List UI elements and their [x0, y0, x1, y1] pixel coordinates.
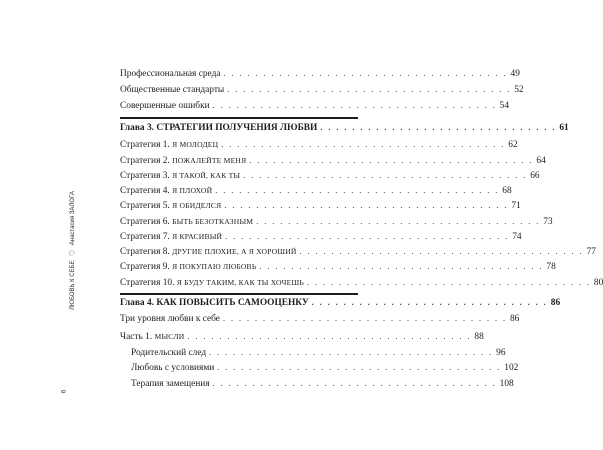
toc-entry-page: 52 — [514, 85, 524, 95]
toc-subentry[interactable] — [131, 347, 506, 359]
dot-leader: . . . . . . . . . . . . . . . . . . . . . . . . . . . . . . — [320, 123, 557, 132]
dot-leader: . . . . . . . . . . . . . . . . . . . . . . . . . . . . . . . . . . . . — [227, 85, 512, 94]
toc-entry-title: Профессиональная среда — [120, 69, 221, 79]
toc-chapter-page: 86 — [550, 298, 561, 308]
toc-entry-page: 86 — [509, 314, 520, 324]
toc-entry-page: 66 — [530, 171, 540, 181]
toc-entry-page: 73 — [543, 217, 553, 227]
heart-icon: ♡ — [68, 249, 77, 257]
toc-chapter-3[interactable] — [120, 122, 569, 134]
dot-leader: . . . . . . . . . . . . . . . . . . . . . . . . . . . . . . . . . . . . — [306, 278, 591, 287]
running-header — [69, 191, 77, 310]
toc-entry-title: Стратегия 6. БЫТЬ БЕЗОТКАЗНЫМ — [120, 217, 254, 227]
dot-leader: . . . . . . . . . . . . . . . . . . . . . . . . . . . . . . . . . . . . — [256, 217, 541, 226]
toc-entry-title: Любовь с условиями — [131, 363, 215, 373]
toc-entry-title: Стратегия 7. Я КРАСИВЫЙ — [120, 232, 223, 242]
toc-chapter-title: Глава 4. КАК ПОВЫСИТЬ САМООЦЕНКУ — [120, 298, 309, 308]
toc-subentry[interactable] — [131, 362, 519, 374]
page-number: 6 — [60, 389, 68, 394]
toc-entry-title: Родительский след — [131, 348, 207, 358]
toc-entry-title: Стратегия 10. Я БУДУ ТАКИМ, КАК ТЫ ХОЧЕШЬ — [120, 278, 304, 288]
toc-entry-title: Часть 1. МЫСЛИ — [120, 332, 185, 342]
toc-entry-page: 54 — [499, 101, 510, 111]
dot-leader: . . . . . . . . . . . . . . . . . . . . . . . . . . . . . . . . . . . . — [224, 201, 509, 210]
toc-chapter-page: 61 — [559, 123, 569, 133]
dot-leader: . . . . . . . . . . . . . . . . . . . . . . . . . . . . . . — [311, 298, 548, 307]
toc-chapter-4[interactable] — [120, 297, 561, 309]
dot-leader: . . . . . . . . . . . . . . . . . . . . . . . . . . . . . . . . . . . . — [299, 247, 584, 256]
toc-entry-page: 68 — [502, 186, 512, 196]
toc-strategy-6[interactable] — [120, 216, 553, 228]
toc-entry-page: 77 — [586, 247, 596, 257]
author-name: Анастасия ЗАЛОГА — [70, 191, 76, 246]
toc-chapter-title: Глава 3. СТРАТЕГИИ ПОЛУЧЕНИЯ ЛЮБВИ — [120, 123, 318, 133]
toc-entry-page: 62 — [508, 140, 518, 150]
dot-leader: . . . . . . . . . . . . . . . . . . . . . . . . . . . . . . . . . . . . — [209, 348, 494, 357]
dot-leader: . . . . . . . . . . . . . . . . . . . . . . . . . . . . . . . . . . . . — [212, 101, 497, 110]
toc-entry-page: 108 — [499, 379, 514, 389]
toc-strategy-4[interactable] — [120, 185, 512, 197]
toc-entry[interactable] — [120, 84, 524, 96]
toc-subentry[interactable] — [131, 378, 514, 390]
book-title: ЛЮБОВЬ К СЕБЕ — [70, 260, 76, 310]
section-rule — [120, 117, 358, 119]
section-rule — [120, 293, 358, 295]
dot-leader: . . . . . . . . . . . . . . . . . . . . . . . . . . . . . . . . . . . . — [215, 186, 500, 195]
dot-leader: . . . . . . . . . . . . . . . . . . . . . . . . . . . . . . . . . . . . — [249, 156, 534, 165]
toc-entry-page: 96 — [496, 348, 506, 358]
toc-entry-title: Три уровня любви к себе — [120, 314, 220, 324]
toc-entry-page: 49 — [510, 69, 520, 79]
dot-leader: . . . . . . . . . . . . . . . . . . . . . . . . . . . . . . . . . . . . — [187, 332, 472, 341]
toc-strategy-8[interactable] — [120, 246, 596, 258]
toc-entry[interactable] — [120, 68, 520, 80]
toc-entry-title: Стратегия 1. Я МОЛОДЕЦ — [120, 140, 219, 150]
toc-entry-page: 78 — [546, 262, 556, 272]
toc-entry-page: 74 — [512, 232, 522, 242]
dot-leader: . . . . . . . . . . . . . . . . . . . . . . . . . . . . . . . . . . . . — [212, 379, 497, 388]
toc-entry-title: Стратегия 8. ДРУГИЕ ПЛОХИЕ, А Я ХОРОШИЙ — [120, 247, 297, 257]
toc-entry-title: Стратегия 3. Я ТАКОЙ, КАК ТЫ — [120, 171, 241, 181]
toc-entry-title: Стратегия 5. Я ОБИДЕЛСЯ — [120, 201, 222, 211]
toc-strategy-3[interactable] — [120, 170, 540, 182]
toc-entry-title: Стратегия 2. ПОЖАЛЕЙТЕ МЕНЯ — [120, 156, 247, 166]
toc-strategy-7[interactable] — [120, 231, 522, 243]
toc-entry-title: Общественные стандарты — [120, 85, 225, 95]
toc-entry-title: Совершенные ошибки — [120, 101, 210, 111]
dot-leader: . . . . . . . . . . . . . . . . . . . . . . . . . . . . . . . . . . . . — [221, 140, 506, 149]
toc-strategy-5[interactable] — [120, 200, 521, 212]
toc-entry-title: Терапия замещения — [131, 379, 210, 389]
toc-entry-title: Стратегия 4. Я ПЛОХОЙ — [120, 186, 213, 196]
toc-entry[interactable] — [120, 100, 510, 112]
dot-leader: . . . . . . . . . . . . . . . . . . . . . . . . . . . . . . . . . . . . — [217, 363, 502, 372]
toc-entry-page: 80 — [593, 278, 603, 288]
toc-entry-page: 71 — [511, 201, 521, 211]
toc-strategy-9[interactable] — [120, 261, 556, 273]
toc-entry-page: 88 — [474, 332, 484, 342]
dot-leader: . . . . . . . . . . . . . . . . . . . . . . . . . . . . . . . . . . . . — [259, 262, 544, 271]
toc-strategy-10[interactable] — [120, 277, 603, 289]
toc-entry-title: Стратегия 9. Я ПОКУПАЮ ЛЮБОВЬ — [120, 262, 257, 272]
dot-leader: . . . . . . . . . . . . . . . . . . . . . . . . . . . . . . . . . . . . — [225, 232, 510, 241]
toc-entry-page: 64 — [536, 156, 546, 166]
toc-entry[interactable] — [120, 313, 520, 325]
toc-part-1[interactable] — [120, 331, 484, 343]
dot-leader: . . . . . . . . . . . . . . . . . . . . . . . . . . . . . . . . . . . . — [243, 171, 528, 180]
dot-leader: . . . . . . . . . . . . . . . . . . . . . . . . . . . . . . . . . . . . — [222, 314, 507, 323]
dot-leader: . . . . . . . . . . . . . . . . . . . . . . . . . . . . . . . . . . . . — [223, 69, 508, 78]
toc-entry-page: 102 — [504, 363, 519, 373]
toc-strategy-2[interactable] — [120, 155, 546, 167]
toc-strategy-1[interactable] — [120, 139, 518, 151]
